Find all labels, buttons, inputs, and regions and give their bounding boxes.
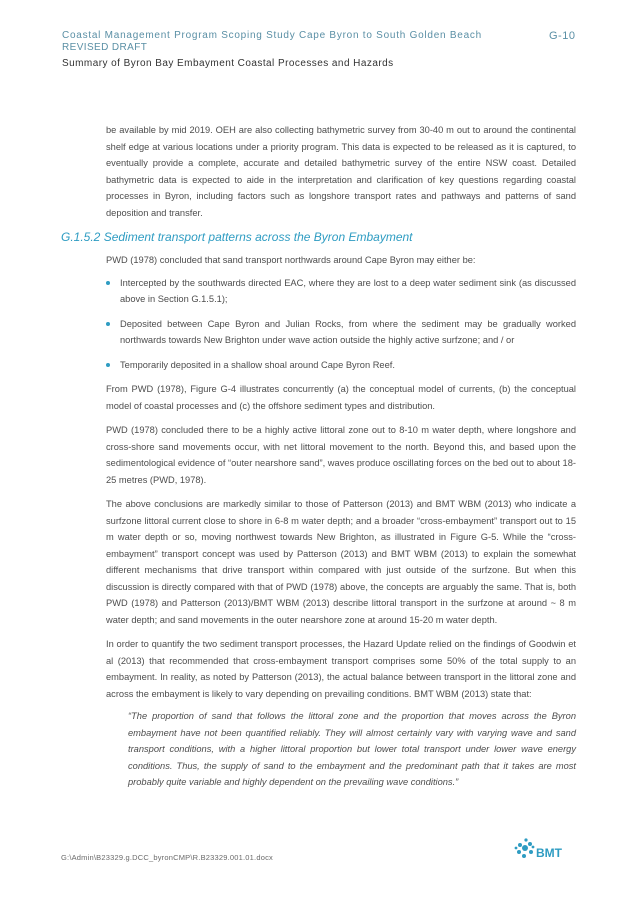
intro-block xyxy=(106,122,576,221)
bmt-logo xyxy=(514,836,574,868)
section-heading: G.1.5.2 Sediment transport patterns across the Byron Embayment xyxy=(61,230,413,244)
list-item-text: Intercepted by the southwards directed EAC, where they are lost to a deep water sediment sink (as discussed above in Section G.1.5.1); xyxy=(120,277,576,304)
body-paragraph: From PWD (1978), Figure G-4 illustrates concurrently (a) the conceptual model of currents, (b) the conceptual model of coastal processes and (c) the offshore sediment types and distribution. xyxy=(106,384,576,411)
page-header xyxy=(62,30,592,71)
section-body xyxy=(106,252,576,791)
block-quote: “The proportion of sand that follows the littoral zone and the proportion that moves across the Byron embayment have not been quantified reliably. They will almost certainly vary with varying wave and sand transport conditions, with a higher littoral proportion but lower total transport under lower wave energy conditions. Thus, the supply of sand to the embayment and the predominant path that it takes are most probably quite variable and highly dependent on the prevailing wave conditions.” xyxy=(128,711,576,787)
list-item-text: Temporarily deposited in a shallow shoal around Cape Byron Reef. xyxy=(120,359,395,370)
bullet-icon xyxy=(106,281,110,285)
intro-paragraph: be available by mid 2019. OEH are also collecting bathymetric survey from 30-40 m out to around the continental shelf edge at various locations under a priority program. This data is expected to be released as it is captured, to eventually provide a complete, accurate and detailed bathymetric survey of the entire NSW coast. Detailed bathymetric data is expected to aide in the interpretation and clarification of key questions regarding coastal processes in Byron, including factors such as longshore transport rates and pathways and patterns of sand deposition and transfer. xyxy=(106,125,576,218)
bmt-logo-icon xyxy=(515,838,535,858)
list-item xyxy=(106,357,576,374)
header-draft-label: REVISED DRAFT xyxy=(62,42,148,53)
header-document-title: Summary of Byron Bay Embayment Coastal Processes and Hazards xyxy=(62,58,394,69)
list-item xyxy=(106,275,576,308)
body-paragraph: The above conclusions are markedly similar to those of Patterson (2013) and BMT WBM (2013) who indicate a surfzone littoral current close to shore in 6-8 m water depth; and a broader “cross-embayment” transport out to 15 m water depth or so, moving northwest towards New Brighton, as illustrated in Figure G-5. While the “cross-embayment” transport concept was used by Patterson (2013) and BMT WBM (2013) to explain the somewhat different mechanisms that drive transport within compared with just outside of the surfzone. But when this discussion is directly compared with that of PWD (1978) above, the concepts are arguably the same. That is, both PWD (1978) and Patterson (2013)/BMT WBM (2013) describe littoral transport in the surfzone at around ~ 8 m water depth; and sand movements in the outer nearshore zone at around 15-20 m water depth. xyxy=(106,499,576,625)
list-item-text: Deposited between Cape Byron and Julian Rocks, from where the sediment may be gradually worked northwards towards New Brighton under wave action outside the highly active surfzone; and / or xyxy=(120,318,576,345)
body-paragraph: In order to quantify the two sediment transport processes, the Hazard Update relied on the findings of Goodwin et al (2013) that recommended that cross-embayment transport comprises some 50% of the total supply to an embayment. In reality, as noted by Patterson (2013), the actual balance between transport in the littoral zone and across the embayment is likely to vary depending on prevailing conditions. BMT WBM (2013) state that: xyxy=(106,639,576,699)
bullet-list xyxy=(106,275,576,374)
bmt-logo-text: BMT xyxy=(536,846,562,860)
body-paragraph: PWD (1978) concluded there to be a highly active littoral zone out to 8-10 m water depth, where longshore and cross-shore sand movements occur, with net littoral movement to the north. Beyond this, and based upon the sedimentological evidence of “outer nearshore sand”, waves produce oscillating forces on the bed out to about 18-25 metres (PWD, 1978). xyxy=(106,425,576,485)
bullet-icon xyxy=(106,322,110,326)
footer-file-path: G:\Admin\B23329.g.DCC_byronCMP\R.B23329.001.01.docx xyxy=(61,853,273,862)
page-number: G-10 xyxy=(549,30,576,42)
header-project-title: Coastal Management Program Scoping Study Cape Byron to South Golden Beach xyxy=(62,30,482,41)
bullet-icon xyxy=(106,363,110,367)
section-lead: PWD (1978) concluded that sand transport northwards around Cape Byron may either be: xyxy=(106,255,476,265)
list-item xyxy=(106,316,576,349)
